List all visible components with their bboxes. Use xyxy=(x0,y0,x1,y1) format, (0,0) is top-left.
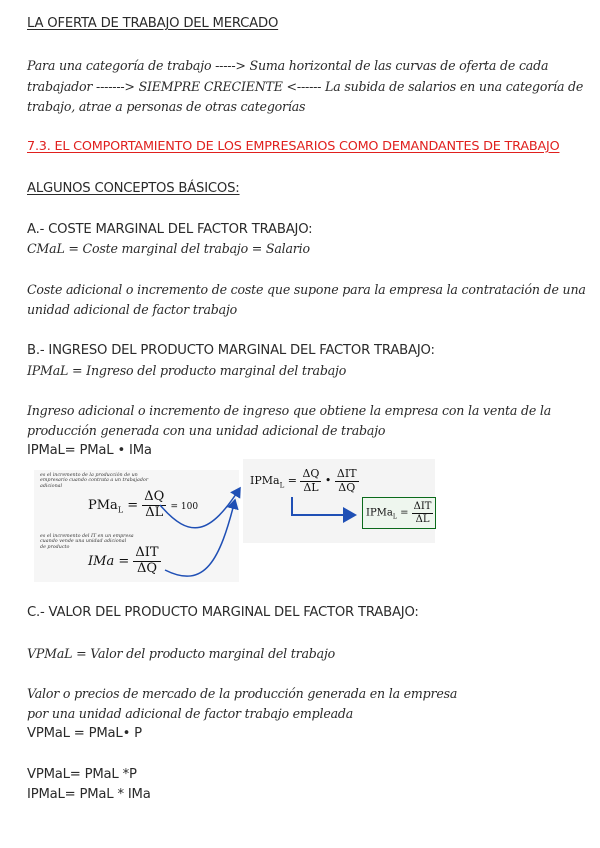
arrow-ima-to-ipmal xyxy=(165,500,235,576)
pmal-result: = 100 xyxy=(170,501,199,512)
cmal-desc-line-1: Coste adicional o incremento de coste que supone para la empresa la contratación de una xyxy=(27,282,586,297)
oferta-text-line-2: trabajador -------> SIEMPRE CRECIENTE <------ La subida de salarios en una categoría de xyxy=(27,79,584,94)
equation-ima: IMa = $\frac{\text{ΔIT}}{\Delta Q}$ xyxy=(88,545,159,576)
formula-vpmal-2: VPMaL= PMaL *P xyxy=(27,767,137,782)
heading-coste-marginal: A.- COSTE MARGINAL DEL FACTOR TRABAJO: xyxy=(27,222,313,237)
definition-ipmal: IPMaL = Ingreso del producto marginal del trabajo xyxy=(27,363,347,378)
ipmal-desc-line-2: producción generada con una unidad adicional de trabajo xyxy=(27,423,386,438)
vpmal-desc-line-1: Valor o precios de mercado de la producción generada en la empresa xyxy=(27,686,458,701)
arrow-to-result xyxy=(292,497,355,515)
ipmal-desc-line-1: Ingreso adicional o incremento de ingreso que obtiene la empresa con la venta de la xyxy=(27,403,552,418)
heading-valor-producto-marginal: C.- VALOR DEL PRODUCTO MARGINAL DEL FACTOR TRABAJO: xyxy=(27,605,419,620)
vpmal-desc-line-2: por una unidad adicional de factor trabajo empleada xyxy=(27,706,354,721)
formula-ipmal: IPMaL= PMaL • IMa xyxy=(27,443,152,458)
definition-vpmal: VPMaL = Valor del producto marginal del trabajo xyxy=(27,646,336,661)
formula-vpmal-1: VPMaL = PMaL• P xyxy=(27,726,142,741)
equation-ipmal-product: IPMa$_L$ = $\frac{\Delta Q}{\Delta L}$ • $\frac{\text{ΔIT}}{\Delta Q}$ xyxy=(250,467,357,494)
oferta-text-line-1: Para una categoría de trabajo -----> Suma horizontal de las curvas de oferta de cada xyxy=(27,58,549,73)
equation-pmal: PMa$_L$ = $\frac{\Delta Q}{\Delta L}$ = 100 xyxy=(88,489,199,520)
equation-ipmal-result: IPMa$_L$ = $\frac{\text{ΔIT}}{\Delta L}$ xyxy=(366,501,432,525)
heading-oferta-mercado: LA OFERTA DE TRABAJO DEL MERCADO xyxy=(27,16,279,31)
heading-conceptos-basicos: ALGUNOS CONCEPTOS BÁSICOS: xyxy=(27,181,240,196)
arrow-pmal-to-ipmal xyxy=(160,488,240,528)
note-ima: es el incremento del IT en un empresa cuando vende una unidad adicional de producto xyxy=(40,534,134,550)
oferta-text-line-3: trabajo, atrae a personas de otras categorías xyxy=(27,99,306,114)
definition-cmal: CMaL = Coste marginal del trabajo = Salario xyxy=(27,241,310,256)
section-title-7-3: 7.3. EL COMPORTAMIENTO DE LOS EMPRESARIOS COMO DEMANDANTES DE TRABAJO xyxy=(27,139,560,154)
note-pmal: es el incremento de la producción de un empresario cuando contrata a un trabajador adicional xyxy=(40,473,149,489)
heading-ingreso-producto-marginal: B.- INGRESO DEL PRODUCTO MARGINAL DEL FACTOR TRABAJO: xyxy=(27,343,435,358)
cmal-desc-line-2: unidad adicional de factor trabajo xyxy=(27,302,238,317)
formula-ipmal-2: IPMaL= PMaL * IMa xyxy=(27,787,151,802)
